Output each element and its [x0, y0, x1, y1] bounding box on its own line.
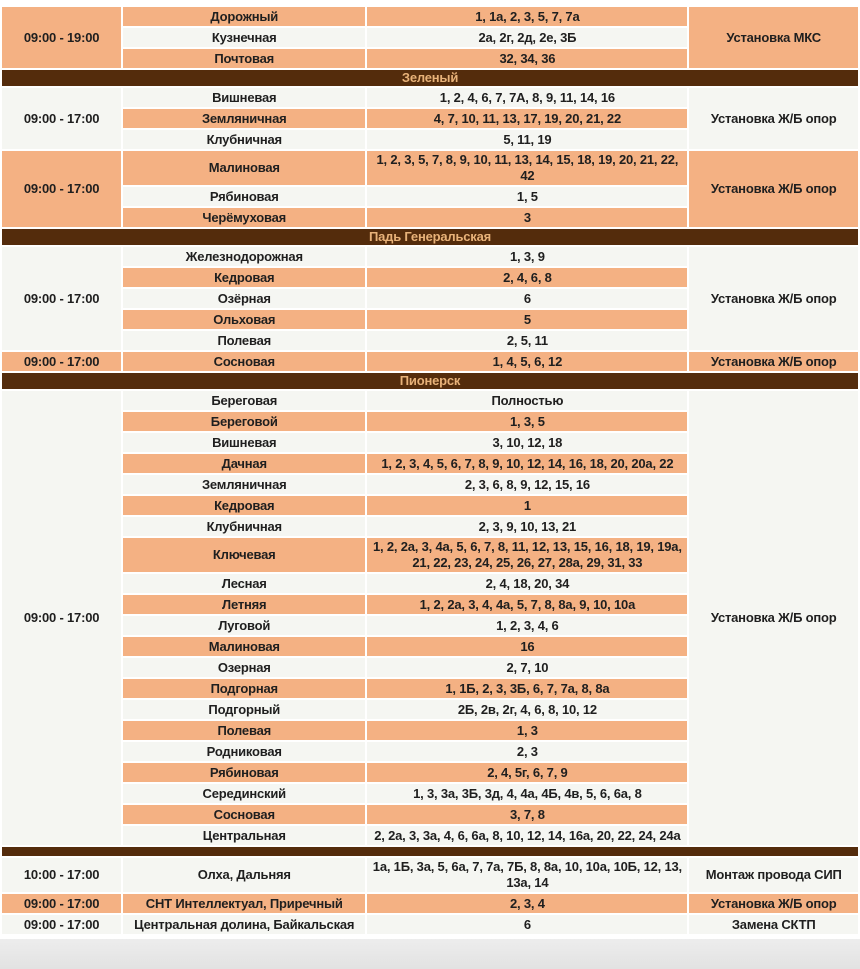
- street-cell: Серединский: [123, 784, 365, 803]
- houses-cell: 1, 3, 5: [367, 412, 687, 431]
- houses-cell: 6: [367, 915, 687, 934]
- houses-cell: 1, 5: [367, 187, 687, 206]
- work-type-cell: Установка Ж/Б опор: [689, 894, 858, 913]
- houses-cell: 1, 4, 5, 6, 12: [367, 352, 687, 371]
- houses-cell: 2, 3: [367, 742, 687, 761]
- table-row: [2, 915, 858, 934]
- section-header: Падь Генеральская: [2, 229, 858, 245]
- time-cell: 09:00 - 17:00: [2, 391, 121, 845]
- street-cell: Родниковая: [123, 742, 365, 761]
- outage-schedule-table: [0, 5, 860, 936]
- houses-cell: 16: [367, 637, 687, 656]
- houses-cell: 3, 10, 12, 18: [367, 433, 687, 452]
- work-type-cell: Установка Ж/Б опор: [689, 151, 858, 227]
- houses-cell: 2, 4, 6, 8: [367, 268, 687, 287]
- street-cell: Озёрная: [123, 289, 365, 308]
- houses-cell: 1, 3, 3а, 3Б, 3д, 4, 4а, 4Б, 4в, 5, 6, 6а, 8: [367, 784, 687, 803]
- houses-cell: 1, 3, 9: [367, 247, 687, 266]
- section-header-row: [2, 70, 858, 86]
- time-cell: 09:00 - 17:00: [2, 151, 121, 227]
- work-type-cell: Установка Ж/Б опор: [689, 391, 858, 845]
- time-cell: 09:00 - 17:00: [2, 894, 121, 913]
- table-row: [2, 88, 858, 107]
- houses-cell: 2, 2а, 3, 3а, 4, 6, 6а, 8, 10, 12, 14, 16а, 20, 22, 24, 24а: [367, 826, 687, 845]
- street-cell: Летняя: [123, 595, 365, 614]
- houses-cell: 5, 11, 19: [367, 130, 687, 149]
- time-cell: 09:00 - 17:00: [2, 352, 121, 371]
- street-cell: Земляничная: [123, 475, 365, 494]
- houses-cell: 2, 5, 11: [367, 331, 687, 350]
- street-cell: Клубничная: [123, 517, 365, 536]
- houses-cell: 5: [367, 310, 687, 329]
- houses-cell: 1, 2, 3, 4, 5, 6, 7, 8, 9, 10, 12, 14, 16, 18, 20, 20а, 22: [367, 454, 687, 473]
- page-footer-area: [0, 939, 860, 969]
- street-cell: Черёмуховая: [123, 208, 365, 227]
- section-separator-bar: [2, 847, 858, 856]
- street-cell: Центральная: [123, 826, 365, 845]
- street-cell: Малиновая: [123, 637, 365, 656]
- street-cell: Полевая: [123, 331, 365, 350]
- table-row: [2, 858, 858, 892]
- street-cell: Подгорная: [123, 679, 365, 698]
- street-cell: Береговой: [123, 412, 365, 431]
- street-cell: Луговой: [123, 616, 365, 635]
- street-cell: Кедровая: [123, 496, 365, 515]
- section-header: Зеленый: [2, 70, 858, 86]
- street-cell: Рябиновая: [123, 763, 365, 782]
- street-cell: Клубничная: [123, 130, 365, 149]
- houses-cell: 2, 3, 6, 8, 9, 12, 15, 16: [367, 475, 687, 494]
- street-cell: Дорожный: [123, 7, 365, 26]
- street-cell: Вишневая: [123, 88, 365, 107]
- section-header-row: [2, 847, 858, 856]
- work-type-cell: Установка Ж/Б опор: [689, 352, 858, 371]
- houses-cell: 2а, 2г, 2д, 2е, 3Б: [367, 28, 687, 47]
- houses-cell: 2, 7, 10: [367, 658, 687, 677]
- houses-cell: 32, 34, 36: [367, 49, 687, 68]
- street-cell: Рябиновая: [123, 187, 365, 206]
- street-cell: Сосновая: [123, 352, 365, 371]
- work-type-cell: Замена СКТП: [689, 915, 858, 934]
- street-cell: Железнодорожная: [123, 247, 365, 266]
- houses-cell: 1, 3: [367, 721, 687, 740]
- table-row: [2, 7, 858, 26]
- houses-cell: 1а, 1Б, 3а, 5, 6а, 7, 7а, 7Б, 8, 8а, 10, 10а, 10Б, 12, 13, 13а, 14: [367, 858, 687, 892]
- time-cell: 09:00 - 19:00: [2, 7, 121, 68]
- houses-cell: 4, 7, 10, 11, 13, 17, 19, 20, 21, 22: [367, 109, 687, 128]
- houses-cell: 3: [367, 208, 687, 227]
- street-cell: Ольховая: [123, 310, 365, 329]
- street-cell: Кедровая: [123, 268, 365, 287]
- street-cell: Малиновая: [123, 151, 365, 185]
- street-cell: Сосновая: [123, 805, 365, 824]
- houses-cell: 2, 4, 5г, 6, 7, 9: [367, 763, 687, 782]
- street-cell: Ключевая: [123, 538, 365, 572]
- houses-cell: 1, 1Б, 2, 3, 3Б, 6, 7, 7а, 8, 8а: [367, 679, 687, 698]
- houses-cell: 1: [367, 496, 687, 515]
- street-cell: Озерная: [123, 658, 365, 677]
- houses-cell: Полностью: [367, 391, 687, 410]
- time-cell: 09:00 - 17:00: [2, 915, 121, 934]
- street-cell: Олха, Дальняя: [123, 858, 365, 892]
- houses-cell: 2, 3, 9, 10, 13, 21: [367, 517, 687, 536]
- section-header: Пионерск: [2, 373, 858, 389]
- table-row: [2, 352, 858, 371]
- time-cell: 10:00 - 17:00: [2, 858, 121, 892]
- section-header-row: [2, 373, 858, 389]
- houses-cell: 1, 2, 3, 5, 7, 8, 9, 10, 11, 13, 14, 15, 18, 19, 20, 21, 22, 42: [367, 151, 687, 185]
- houses-cell: 1, 1а, 2, 3, 5, 7, 7а: [367, 7, 687, 26]
- houses-cell: 1, 2, 2а, 3, 4а, 5, 6, 7, 8, 11, 12, 13, 15, 16, 18, 19, 19а, 21, 22, 23, 24, 25, 26, 27, 28а, 29, 31, 33: [367, 538, 687, 572]
- street-cell: Кузнечная: [123, 28, 365, 47]
- houses-cell: 2, 3, 4: [367, 894, 687, 913]
- table-row: [2, 894, 858, 913]
- street-cell: Вишневая: [123, 433, 365, 452]
- time-cell: 09:00 - 17:00: [2, 88, 121, 149]
- street-cell: СНТ Интеллектуал, Приречный: [123, 894, 365, 913]
- street-cell: Береговая: [123, 391, 365, 410]
- houses-cell: 1, 2, 3, 4, 6: [367, 616, 687, 635]
- street-cell: Дачная: [123, 454, 365, 473]
- work-type-cell: Установка Ж/Б опор: [689, 247, 858, 350]
- table-row: [2, 247, 858, 266]
- street-cell: Земляничная: [123, 109, 365, 128]
- table-row: [2, 151, 858, 185]
- work-type-cell: Установка МКС: [689, 7, 858, 68]
- work-type-cell: Монтаж провода СИП: [689, 858, 858, 892]
- section-header-row: [2, 229, 858, 245]
- houses-cell: 2Б, 2в, 2г, 4, 6, 8, 10, 12: [367, 700, 687, 719]
- street-cell: Подгорный: [123, 700, 365, 719]
- houses-cell: 6: [367, 289, 687, 308]
- houses-cell: 1, 2, 2а, 3, 4, 4а, 5, 7, 8, 8а, 9, 10, 10а: [367, 595, 687, 614]
- street-cell: Центральная долина, Байкальская: [123, 915, 365, 934]
- street-cell: Почтовая: [123, 49, 365, 68]
- street-cell: Лесная: [123, 574, 365, 593]
- work-type-cell: Установка Ж/Б опор: [689, 88, 858, 149]
- street-cell: Полевая: [123, 721, 365, 740]
- table-row: [2, 391, 858, 410]
- houses-cell: 3, 7, 8: [367, 805, 687, 824]
- time-cell: 09:00 - 17:00: [2, 247, 121, 350]
- houses-cell: 2, 4, 18, 20, 34: [367, 574, 687, 593]
- houses-cell: 1, 2, 4, 6, 7, 7А, 8, 9, 11, 14, 16: [367, 88, 687, 107]
